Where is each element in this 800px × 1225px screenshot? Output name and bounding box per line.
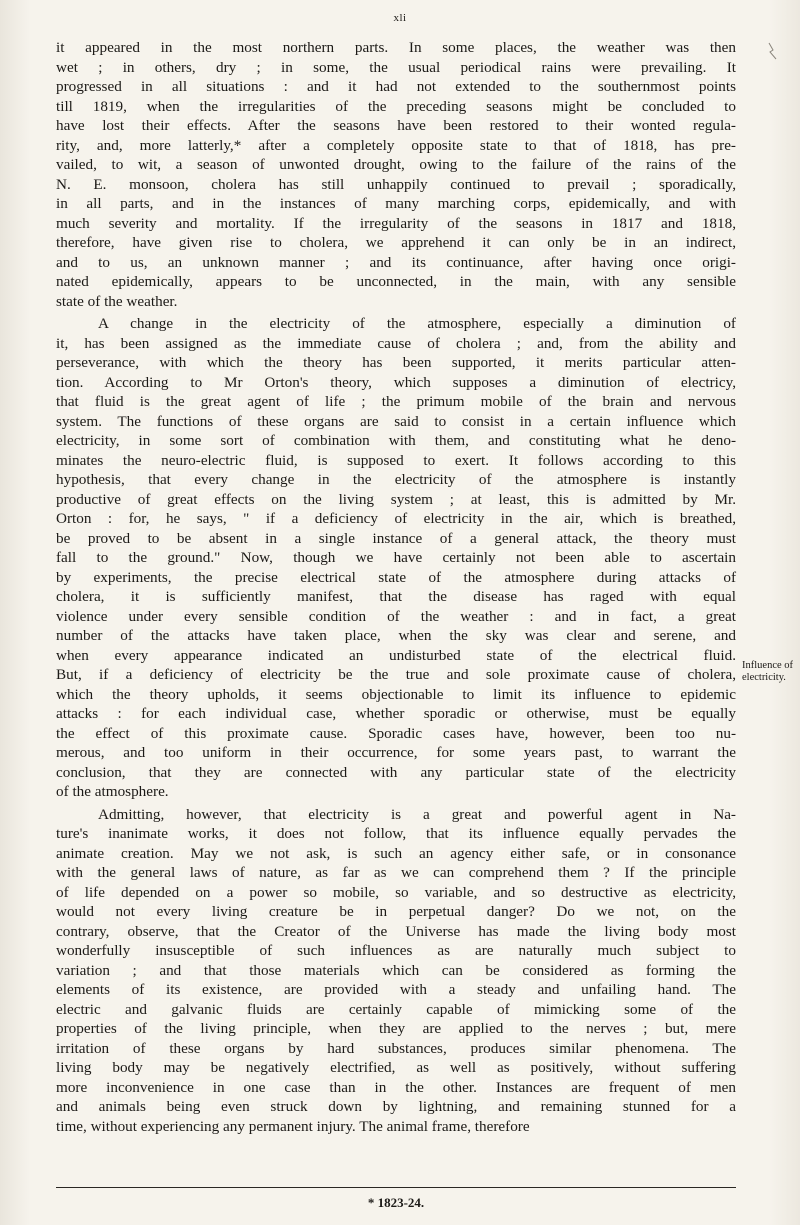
footnote-rule <box>56 1187 736 1188</box>
margin-note: Influence of electricity. <box>742 660 794 683</box>
page-number: xli <box>393 12 407 24</box>
text-line: violence under every sensible condition of the weather : and in fact, a great <box>56 607 736 625</box>
text-line: ture's inanimate works, it does not follow, that its influence equally pervades the <box>56 825 736 842</box>
text-line: wonderfully insusceptible of such influences as are naturally much subject to <box>56 942 736 959</box>
text-line: which the theory upholds, it seems objectionable to limit its influence to epidemic <box>56 685 736 703</box>
text-line: living body may be negatively electrified, as well as positively, without suffering <box>56 1059 736 1076</box>
page-body <box>56 38 736 1139</box>
text-line: till 1819, when the irregularities of the preceding seasons might be concluded to <box>56 97 736 115</box>
text-line: animate creation. May we not ask, is such an agency either safe, or in consonance <box>56 844 736 862</box>
text-line: when every appearance indicated an undisturbed state of the electrical fluid. <box>56 646 736 664</box>
text-line: vailed, to wit, a season of unwonted drought, owing to the failure of the rains of the <box>56 156 736 173</box>
text-line: progressed in all situations : and it had not extended to the southernmost points <box>56 78 736 95</box>
text-line: and animals being even struck down by lightning, and remaining stunned for a <box>56 1098 736 1115</box>
pencil-mark-icon <box>766 40 780 62</box>
text-line: cholera, it is sufficiently manifest, that the disease has raged with equal <box>56 588 736 605</box>
text-line: merous, and too uniform in their occurrence, for some years past, to warrant the <box>56 744 736 761</box>
text-line: would not every living creature be in perpetual danger? Do we not, on the <box>56 903 736 920</box>
paragraph <box>56 805 736 1137</box>
text-line: irritation of these organs by hard substances, produces similar phenomena. The <box>56 1039 736 1057</box>
text-line: and to us, an unknown manner ; and its continuance, after having once origi- <box>56 253 736 271</box>
text-line: it appeared in the most northern parts. In some places, the weather was then <box>56 39 736 56</box>
text-line: wet ; in others, dry ; in some, the usual periodical rains were prevailing. It <box>56 58 736 76</box>
text-line: system. The functions of these organs are said to consist in a certain influence which <box>56 412 736 430</box>
text-line: electric and galvanic fluids are certainly capable of mimicking some of the <box>56 1000 736 1018</box>
text-line: perseverance, with which the theory has been supported, it merits particular atten- <box>56 354 736 371</box>
text-line: therefore, have given rise to cholera, we apprehend it can only be in an indirect, <box>56 234 736 251</box>
text-line: be proved to be absent in a single instance of a general attack, the theory must <box>56 529 736 547</box>
text-line: conclusion, that they are connected with any particular state of the electricity <box>56 763 736 781</box>
text-line: Orton : for, he says, " if a deficiency of electricity in the air, which is breathed, <box>56 510 736 527</box>
text-line: in all parts, and in the instances of many marching corps, epidemically, and with <box>56 195 736 212</box>
text-line: rity, and, more latterly,* after a completely opposite state to that of 1818, has pre- <box>56 136 736 154</box>
text-line: minates the neuro-electric fluid, is supposed to exert. It follows according to this <box>56 451 736 469</box>
text-line: But, if a deficiency of electricity be the true and sole proximate cause of cholera, <box>56 666 736 683</box>
text-line: productive of great effects on the living system ; at least, this is admitted by Mr. <box>56 490 736 508</box>
text-line: A change in the electricity of the atmosphere, especially a diminution of <box>98 315 736 332</box>
text-line: number of the attacks have taken place, when the sky was clear and serene, and <box>56 627 736 644</box>
text-line: nated epidemically, appears to be unconnected, in the main, with any sensible <box>56 273 736 290</box>
text-line: electricity, in some sort of combination with them, and constituting what he deno- <box>56 432 736 449</box>
text-line: Admitting, however, that electricity is a great and powerful agent in Na- <box>98 805 736 823</box>
text-line: that fluid is the great agent of life ; the primum mobile of the brain and nervous <box>56 393 736 410</box>
text-line: it, has been assigned as the immediate cause of cholera ; and, from the ability and <box>56 334 736 352</box>
text-line: of life depended on a power so mobile, so variable, and so destructive as electricity, <box>56 883 736 901</box>
text-line: attacks : for each individual case, whether sporadic or otherwise, must be equally <box>56 705 736 722</box>
text-line: have lost their effects. After the seasons have been restored to their wonted regula- <box>56 117 736 134</box>
paragraph <box>56 38 736 311</box>
text-line: hypothesis, that every change in the electricity of the atmosphere is instantly <box>56 471 736 488</box>
text-line: tion. According to Mr Orton's theory, which supposes a diminution of electricy, <box>56 373 736 391</box>
text-line: state of the weather. <box>56 292 178 310</box>
text-line: with the general laws of nature, as far as we can comprehend them ? If the principle <box>56 864 736 881</box>
paragraph <box>56 314 736 802</box>
text-line: contrary, observe, that the Creator of the Universe has made the living body most <box>56 922 736 940</box>
text-line: elements of its existence, are provided with a steady and unfailing hand. The <box>56 981 736 998</box>
footnote: * 1823-24. <box>367 1195 425 1210</box>
text-line: time, without experiencing any permanent injury. The animal frame, therefore <box>56 1117 530 1135</box>
text-line: N. E. monsoon, cholera has still unhappily continued to prevail ; sporadically, <box>56 175 736 193</box>
text-line: of the atmosphere. <box>56 783 169 800</box>
text-line: the effect of this proximate cause. Sporadic cases have, however, been too nu- <box>56 724 736 742</box>
text-line: more inconvenience in one case than in the other. Instances are frequent of men <box>56 1078 736 1096</box>
text-line: fall to the ground." Now, though we have certainly not been able to ascertain <box>56 549 736 566</box>
text-line: properties of the living principle, when they are applied to the nerves ; but, mere <box>56 1020 736 1037</box>
text-line: much severity and mortality. If the irregularity of the seasons in 1817 and 1818, <box>56 214 736 232</box>
text-line: by experiments, the precise electrical state of the atmosphere during attacks of <box>56 568 736 586</box>
text-line: variation ; and that those materials which can be considered as forming the <box>56 961 736 979</box>
